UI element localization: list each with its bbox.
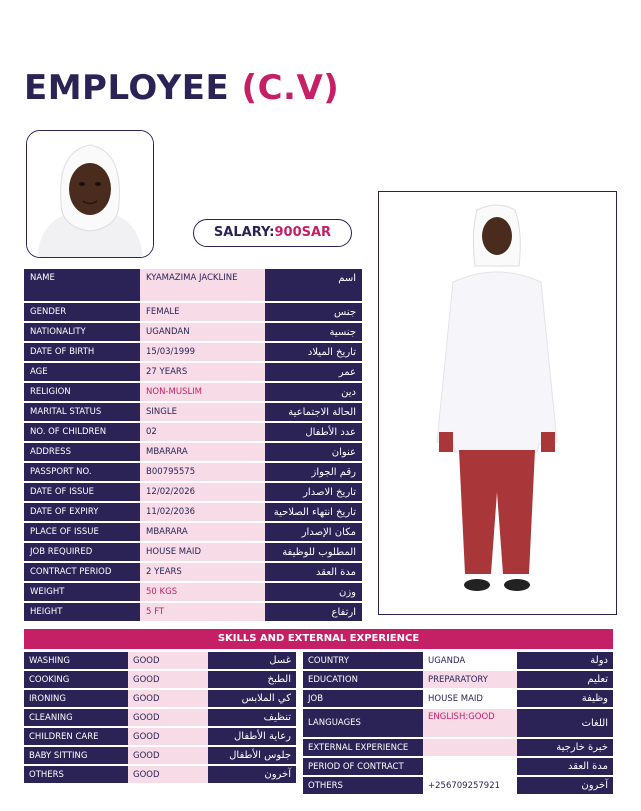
- skill-label: BABY SITTING: [24, 747, 128, 764]
- detail-value: FEMALE: [140, 303, 265, 321]
- detail-row: [24, 563, 362, 581]
- skills-header: SKILLS AND EXTERNAL EXPERIENCE: [24, 629, 613, 649]
- detail-label: WEIGHT: [24, 583, 140, 601]
- skill-value: GOOD: [128, 728, 208, 745]
- detail-row: [24, 543, 362, 561]
- personal-details-table: [24, 267, 362, 623]
- experience-row: [303, 690, 613, 707]
- experience-value: PREPARATORY: [423, 671, 517, 688]
- detail-row-name: [24, 269, 362, 301]
- detail-label: RELIGION: [24, 383, 140, 401]
- detail-value: SINGLE: [140, 403, 265, 421]
- detail-value: 2 YEARS: [140, 563, 265, 581]
- experience-value: [423, 758, 517, 775]
- detail-row: [24, 523, 362, 541]
- detail-value: MBARARA: [140, 523, 265, 541]
- detail-row: [24, 503, 362, 521]
- experience-label-arabic: مدة العقد: [517, 758, 613, 775]
- skill-row: [24, 652, 296, 669]
- skill-value: GOOD: [128, 766, 208, 783]
- experience-label: EXTERNAL EXPERIENCE: [303, 739, 423, 756]
- detail-row: [24, 583, 362, 601]
- experience-row: [303, 709, 613, 737]
- detail-label: NATIONALITY: [24, 323, 140, 341]
- experience-table: [303, 650, 613, 796]
- detail-value: NON-MUSLIM: [140, 383, 265, 401]
- detail-row: [24, 483, 362, 501]
- detail-value: 11/02/2036: [140, 503, 265, 521]
- detail-row: [24, 423, 362, 441]
- detail-label-arabic: عدد الأطفال: [265, 423, 362, 441]
- detail-value: MBARARA: [140, 443, 265, 461]
- detail-label-arabic: تاريخ الاصدار: [265, 483, 362, 501]
- detail-value: 5 FT: [140, 603, 265, 621]
- detail-value: B00795575: [140, 463, 265, 481]
- portrait-photo: [26, 130, 154, 258]
- detail-label: ADDRESS: [24, 443, 140, 461]
- experience-row: [303, 671, 613, 688]
- detail-value: UGANDAN: [140, 323, 265, 341]
- detail-label: PLACE OF ISSUE: [24, 523, 140, 541]
- experience-label-arabic: آخرون: [517, 777, 613, 794]
- skill-value: GOOD: [128, 747, 208, 764]
- salary-badge: [193, 219, 352, 247]
- detail-label-arabic: مكان الإصدار: [265, 523, 362, 541]
- experience-row: [303, 739, 613, 756]
- detail-label: NAME: [24, 269, 140, 301]
- full-body-photo: [378, 191, 617, 615]
- detail-row: [24, 383, 362, 401]
- skill-label: OTHERS: [24, 766, 128, 783]
- detail-label: AGE: [24, 363, 140, 381]
- detail-row: [24, 303, 362, 321]
- detail-row: [24, 443, 362, 461]
- detail-label-arabic: جنسية: [265, 323, 362, 341]
- skill-value: GOOD: [128, 709, 208, 726]
- experience-value: ENGLISH:GOOD: [423, 709, 517, 737]
- experience-value: +256709257921: [423, 777, 517, 794]
- detail-label: PASSPORT NO.: [24, 463, 140, 481]
- experience-label-arabic: خبرة خارجية: [517, 739, 613, 756]
- experience-row: [303, 758, 613, 775]
- detail-label-arabic: جنس: [265, 303, 362, 321]
- detail-label: JOB REQUIRED: [24, 543, 140, 561]
- detail-label-arabic: عنوان: [265, 443, 362, 461]
- title-accent: (C.V): [241, 68, 340, 108]
- experience-label: EDUCATION: [303, 671, 423, 688]
- detail-label-arabic: الحالة الاجتماعية: [265, 403, 362, 421]
- skill-row: [24, 728, 296, 745]
- skill-value: GOOD: [128, 652, 208, 669]
- skill-value: GOOD: [128, 671, 208, 688]
- detail-label: DATE OF ISSUE: [24, 483, 140, 501]
- skill-label: WASHING: [24, 652, 128, 669]
- experience-label: OTHERS: [303, 777, 423, 794]
- experience-label: PERIOD OF CONTRACT: [303, 758, 423, 775]
- skill-label: COOKING: [24, 671, 128, 688]
- salary-label: SALARY:: [213, 225, 275, 240]
- experience-label-arabic: تعليم: [517, 671, 613, 688]
- detail-value: HOUSE MAID: [140, 543, 265, 561]
- experience-value: UGANDA: [423, 652, 517, 669]
- salary-value: 900SAR: [274, 225, 332, 240]
- skill-label-arabic: جلوس الأطفال: [208, 747, 296, 764]
- detail-label: NO. OF CHILDREN: [24, 423, 140, 441]
- skill-row: [24, 709, 296, 726]
- detail-label-arabic: المطلوب للوظيفة: [265, 543, 362, 561]
- detail-label: CONTRACT PERIOD: [24, 563, 140, 581]
- skill-label-arabic: كي الملابس: [208, 690, 296, 707]
- experience-label-arabic: وظيفة: [517, 690, 613, 707]
- skill-row: [24, 671, 296, 688]
- detail-row: [24, 363, 362, 381]
- skill-label: CHILDREN CARE: [24, 728, 128, 745]
- skill-row: [24, 747, 296, 764]
- detail-row: [24, 403, 362, 421]
- experience-value: HOUSE MAID: [423, 690, 517, 707]
- skill-label-arabic: رعاية الأطفال: [208, 728, 296, 745]
- experience-row: [303, 777, 613, 794]
- detail-label-arabic: وزن: [265, 583, 362, 601]
- detail-label: GENDER: [24, 303, 140, 321]
- skill-label: IRONING: [24, 690, 128, 707]
- detail-label-arabic: ارتفاع: [265, 603, 362, 621]
- experience-value: [423, 739, 517, 756]
- detail-label: HEIGHT: [24, 603, 140, 621]
- detail-row: [24, 603, 362, 621]
- detail-label-arabic: رقم الجواز: [265, 463, 362, 481]
- experience-row: [303, 652, 613, 669]
- skill-label: CLEANING: [24, 709, 128, 726]
- experience-label-arabic: اللغات: [517, 709, 613, 737]
- detail-value: 15/03/1999: [140, 343, 265, 361]
- skill-value: GOOD: [128, 690, 208, 707]
- skill-row: [24, 690, 296, 707]
- experience-label: JOB: [303, 690, 423, 707]
- skill-label-arabic: آخرون: [208, 766, 296, 783]
- detail-row: [24, 323, 362, 341]
- experience-label-arabic: دولة: [517, 652, 613, 669]
- skill-label-arabic: الطبخ: [208, 671, 296, 688]
- experience-label: COUNTRY: [303, 652, 423, 669]
- detail-value: 27 YEARS: [140, 363, 265, 381]
- detail-label-arabic: تاريخ الميلاد: [265, 343, 362, 361]
- detail-value: 50 KGS: [140, 583, 265, 601]
- detail-label-arabic: تاريخ انتهاء الصلاحية: [265, 503, 362, 521]
- detail-label-arabic: عمر: [265, 363, 362, 381]
- experience-label: LANGUAGES: [303, 709, 423, 737]
- detail-value: KYAMAZIMA JACKLINE: [140, 269, 265, 301]
- detail-label-arabic: مدة العقد: [265, 563, 362, 581]
- detail-row: [24, 343, 362, 361]
- page-title: [24, 68, 339, 108]
- detail-value: 12/02/2026: [140, 483, 265, 501]
- skill-row: [24, 766, 296, 783]
- detail-label-arabic: اسم: [265, 269, 362, 301]
- skill-label-arabic: تنظيف: [208, 709, 296, 726]
- skills-table: [24, 650, 296, 785]
- detail-value: 02: [140, 423, 265, 441]
- detail-label: MARITAL STATUS: [24, 403, 140, 421]
- detail-row: [24, 463, 362, 481]
- skill-label-arabic: غسل: [208, 652, 296, 669]
- title-main: EMPLOYEE: [24, 68, 242, 108]
- detail-label: DATE OF BIRTH: [24, 343, 140, 361]
- detail-label: DATE OF EXPIRY: [24, 503, 140, 521]
- detail-label-arabic: دين: [265, 383, 362, 401]
